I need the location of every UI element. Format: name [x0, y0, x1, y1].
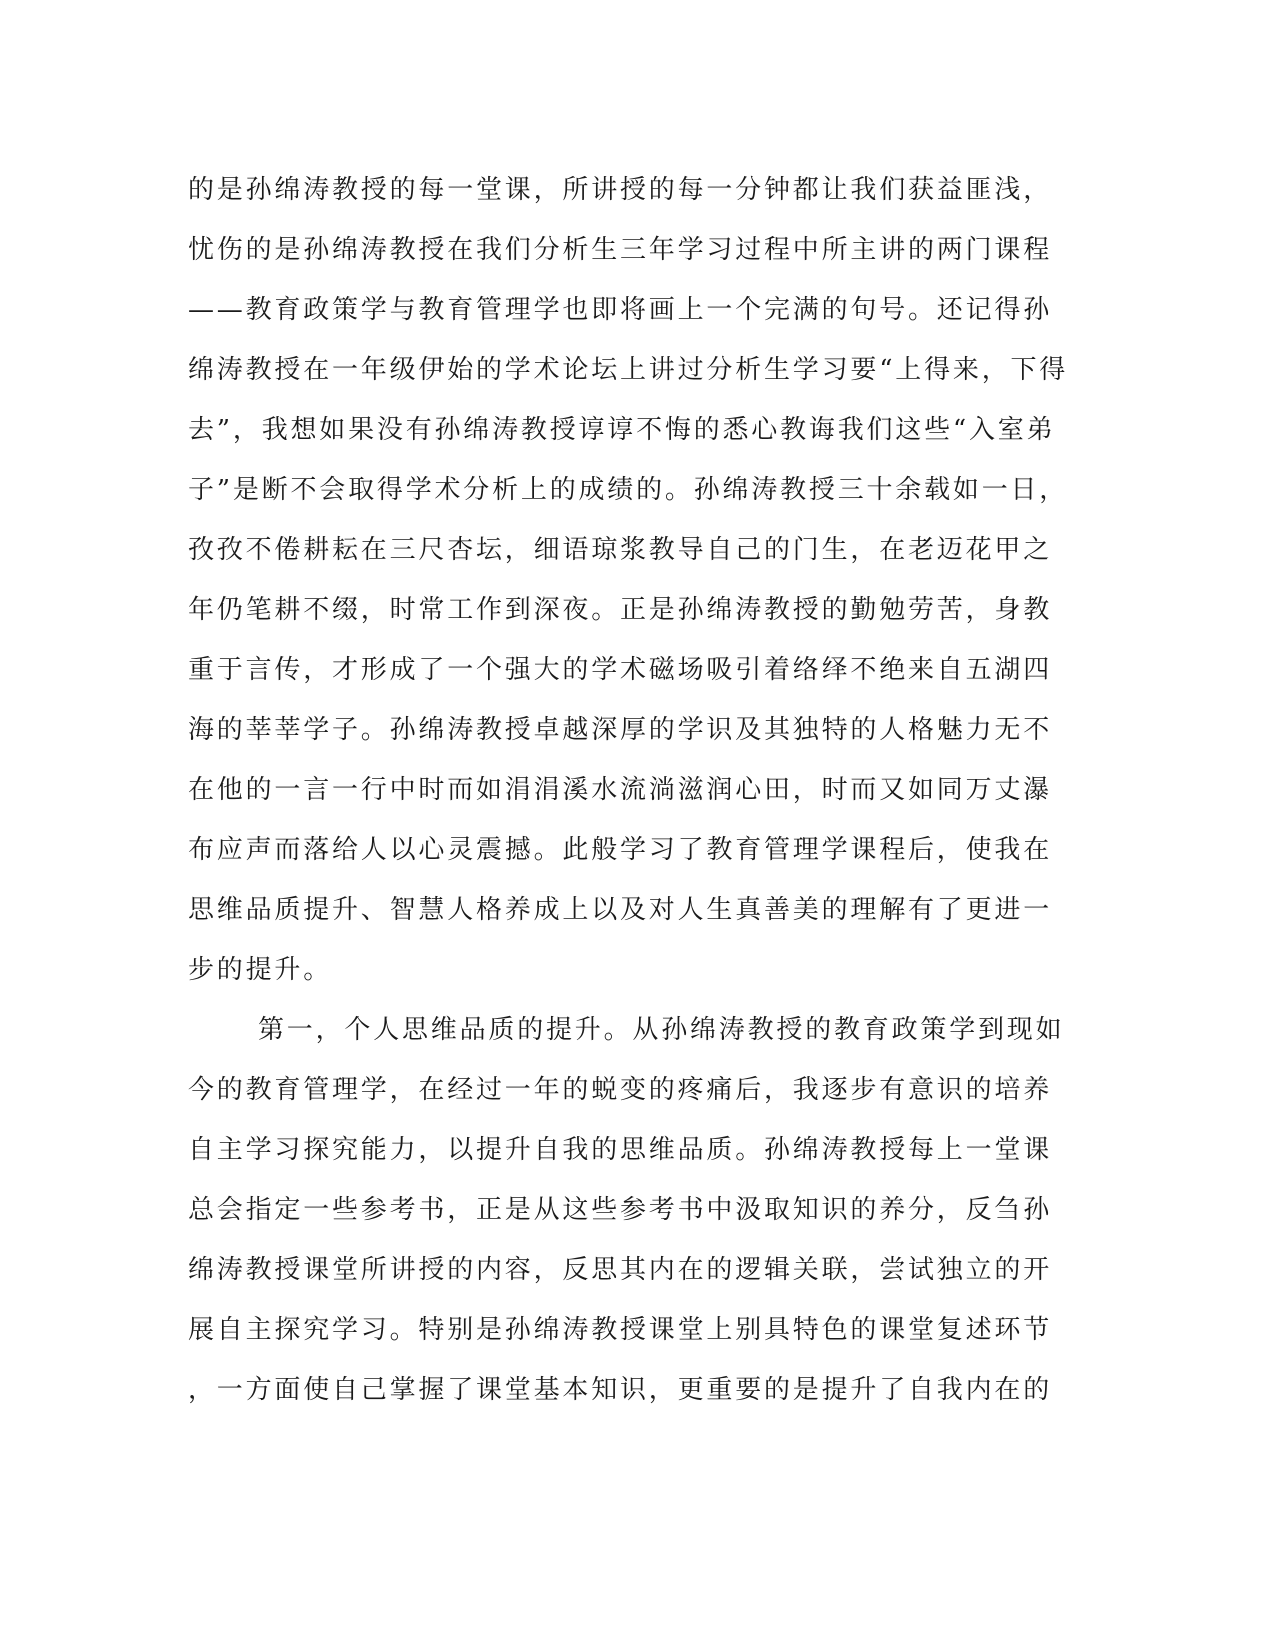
text-line: 今的教育管理学，在经过一年的蜕变的疼痛后，我逐步有意识的培养	[188, 1075, 1053, 1105]
text-line: 步的提升。	[188, 955, 333, 985]
text-line: 自主学习探究能力，以提升自我的思维品质。孙绵涛教授每上一堂课	[188, 1135, 1053, 1165]
text-line: 在他的一言一行中时而如涓涓溪水流淌滋润心田，时而又如同万丈瀑	[188, 775, 1053, 805]
text-line: 忧伤的是孙绵涛教授在我们分析生三年学习过程中所主讲的两门课程	[188, 235, 1053, 265]
text-line: 孜孜不倦耕耘在三尺杏坛，细语琼浆教导自己的门生，在老迈花甲之	[188, 535, 1053, 565]
text-line: 去”，我想如果没有孙绵涛教授谆谆不悔的悉心教诲我们这些“入室弟	[188, 415, 1056, 445]
text-line: 绵涛教授在一年级伊始的学术论坛上讲过分析生学习要“上得来，下得	[188, 355, 1069, 385]
text-line: 绵涛教授课堂所讲授的内容，反思其内在的逻辑关联，尝试独立的开	[188, 1255, 1053, 1285]
text-line: 的是孙绵涛教授的每一堂课，所讲授的每一分钟都让我们获益匪浅，	[188, 175, 1053, 205]
text-line: 思维品质提升、智慧人格养成上以及对人生真善美的理解有了更进一	[188, 895, 1053, 925]
text-line: 年仍笔耕不缀，时常工作到深夜。正是孙绵涛教授的勤勉劳苦，身教	[188, 595, 1053, 625]
text-line: 子”是断不会取得学术分析上的成绩的。孙绵涛教授三十余载如一日，	[188, 475, 1069, 505]
text-line: 布应声而落给人以心灵震撼。此般学习了教育管理学课程后，使我在	[188, 835, 1053, 865]
text-line: 重于言传，才形成了一个强大的学术磁场吸引着络绎不绝来自五湖四	[188, 655, 1053, 685]
text-line: ——教育政策学与教育管理学也即将画上一个完满的句号。还记得孙	[188, 295, 1053, 325]
text-line: 展自主探究学习。特别是孙绵涛教授课堂上别具特色的课堂复述环节	[188, 1315, 1053, 1345]
text-line: 总会指定一些参考书，正是从这些参考书中汲取知识的养分，反刍孙	[188, 1195, 1053, 1225]
paragraph-start-line: 第一，个人思维品质的提升。从孙绵涛教授的教育政策学到现如	[258, 1015, 1065, 1045]
text-line: 海的莘莘学子。孙绵涛教授卓越深厚的学识及其独特的人格魅力无不	[188, 715, 1053, 745]
body-text	[188, 160, 1068, 1420]
text-line: ，一方面使自己掌握了课堂基本知识，更重要的是提升了自我内在的	[188, 1375, 1053, 1405]
